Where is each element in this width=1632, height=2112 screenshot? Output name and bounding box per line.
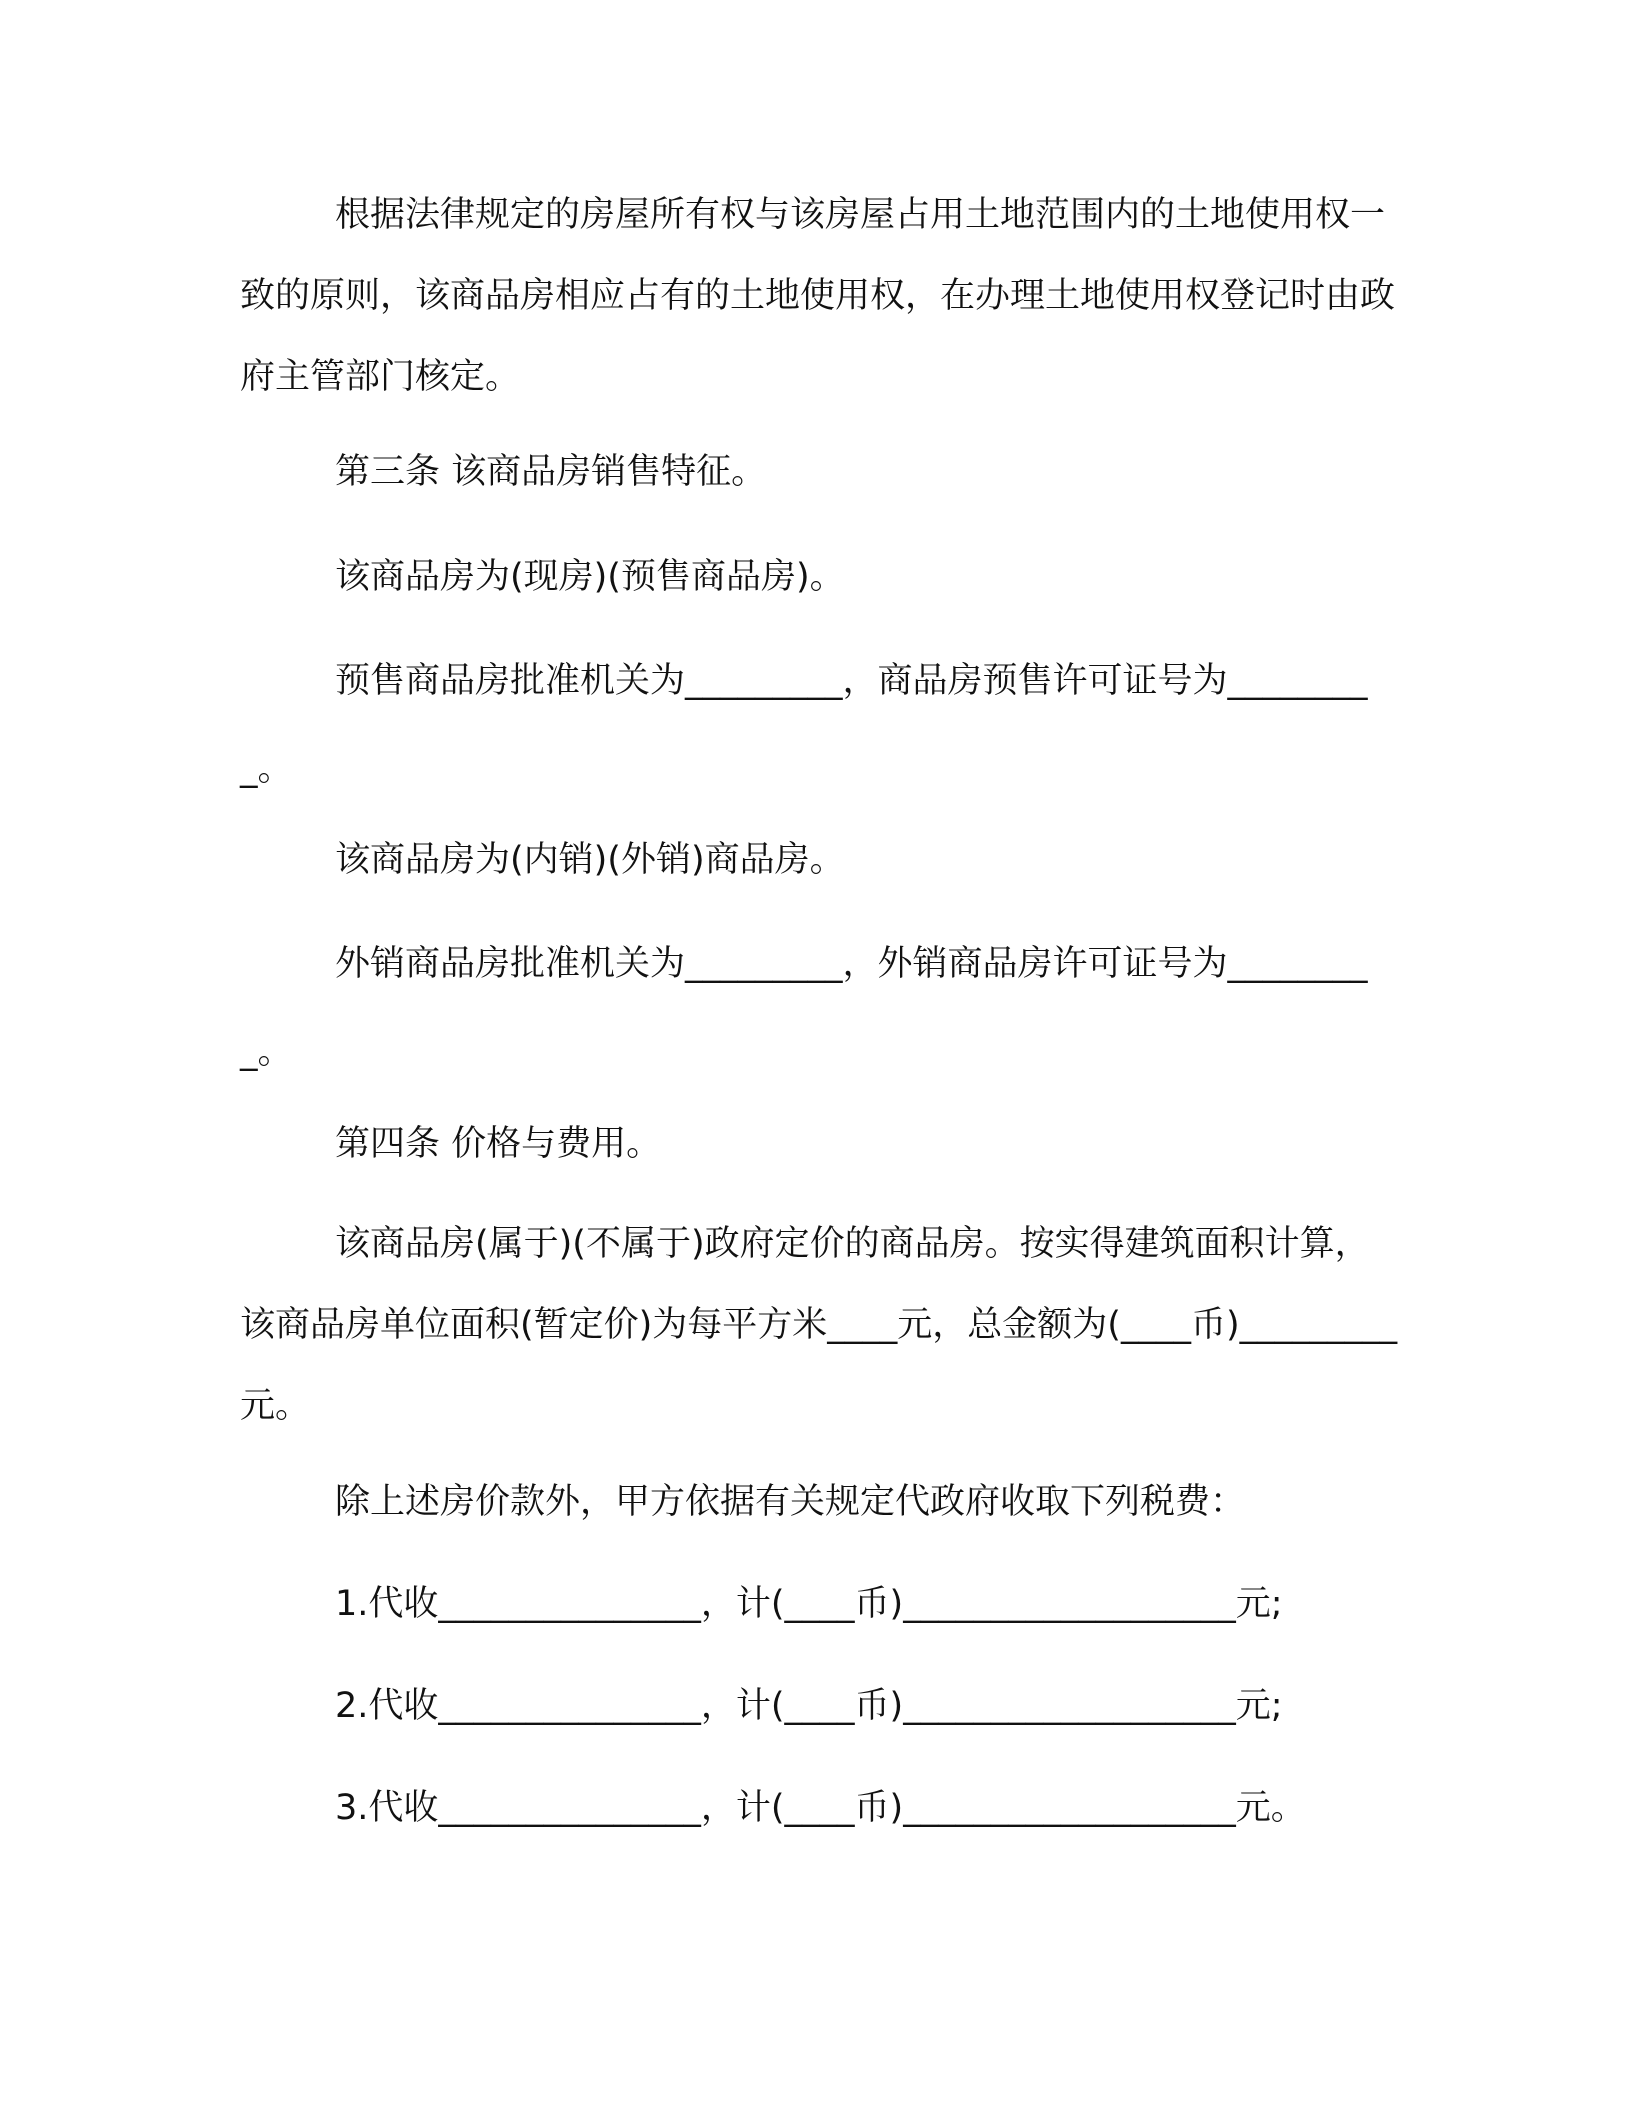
paragraph-foreign-sale-approval: 外销商品房批准机关为_________，外销商品房许可证号为_________。 xyxy=(240,944,1368,1072)
paragraph-tax-intro: 除上述房价款外，甲方依据有关规定代政府收取下列税费： xyxy=(335,1482,1246,1522)
paragraph-land-use-right: 根据法律规定的房屋所有权与该房屋占用土地范围内的土地使用权一致的原则，该商品房相应占有的土地使用权，在办理土地使用权登记时由政府主管部门核定。 xyxy=(240,195,1396,397)
heading-article-4: 第四条 价格与费用。 xyxy=(335,1124,662,1164)
heading-article-3: 第三条 该商品房销售特征。 xyxy=(335,452,767,492)
paragraph-sale-type: 该商品房为(现房)(预售商品房)。 xyxy=(335,557,845,597)
list-item-tax-3: 3.代收_______________，计(____币)___________________元。 xyxy=(335,1788,1306,1828)
list-item-tax-2: 2.代收_______________，计(____币)___________________元; xyxy=(335,1686,1283,1726)
paragraph-presale-approval: 预售商品房批准机关为_________，商品房预售许可证号为_________。 xyxy=(240,661,1368,789)
paragraph-price-total: 该商品房(属于)(不属于)政府定价的商品房。按实得建筑面积计算，该商品房单位面积(暂定价)为每平方米____元，总金额为(____币)_________元。 xyxy=(240,1224,1398,1426)
list-item-tax-1: 1.代收_______________，计(____币)___________________元; xyxy=(335,1584,1283,1624)
paragraph-domestic-foreign-sale: 该商品房为(内销)(外销)商品房。 xyxy=(335,840,845,880)
